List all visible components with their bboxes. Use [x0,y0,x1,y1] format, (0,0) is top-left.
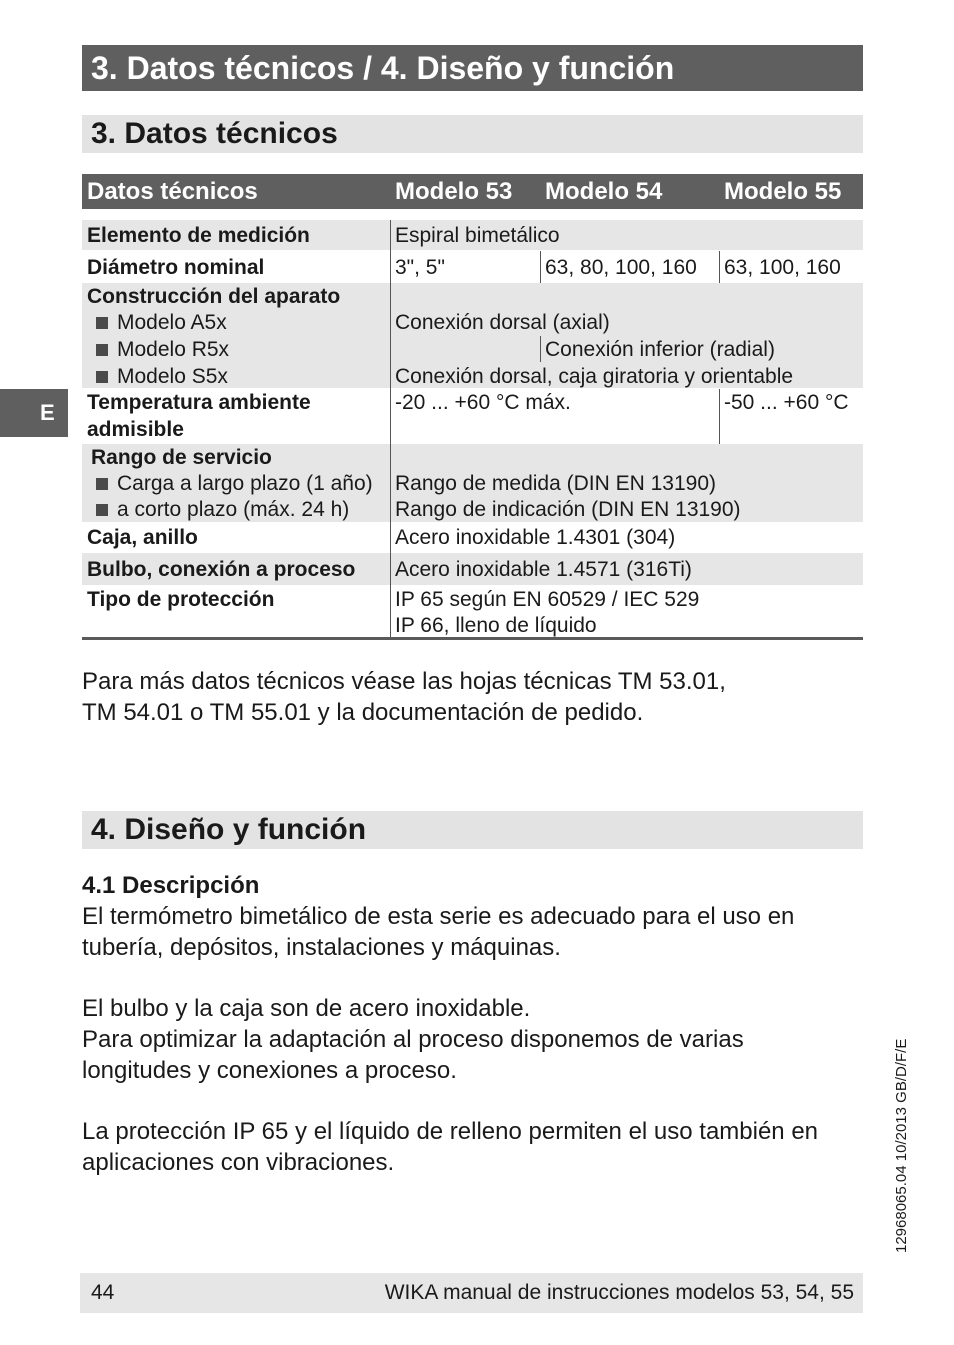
table-row-elemento [82,220,863,250]
label-temperatura-1: Temperatura ambiente [87,391,311,414]
table-row-rango [82,444,863,522]
column-divider [719,251,720,283]
label-proteccion: Tipo de protección [87,588,275,611]
header-datos-tecnicos: Datos técnicos [87,178,258,205]
header-modelo-53: Modelo 53 [395,178,513,205]
item-r5x [96,336,229,363]
item-largo-plazo [96,470,373,497]
footer-title: WIKA manual de instrucciones modelos 53, 54, 55 [384,1281,854,1304]
label-temperatura-2: admisible [87,418,184,441]
value-a5x: Conexión dorsal (axial) [395,311,610,334]
label-bulbo: Bulbo, conexión a proceso [87,558,356,581]
table-row-caja [82,522,863,553]
label-caja: Caja, anillo [87,526,198,549]
descripcion-p2-line2: Para optimizar la adaptación al proceso disponemos de varias [82,1026,744,1053]
header-modelo-55: Modelo 55 [724,178,842,205]
value-r5x: Conexión inferior (radial) [545,338,775,361]
descripcion-p1-line2: tubería, depósitos, instalaciones y máquinas. [82,934,561,961]
value-diametro-53: 3", 5" [395,256,445,279]
descripcion-p2-line1: El bulbo y la caja son de acero inoxidable. [82,995,531,1022]
section-3-title: 3. Datos técnicos [82,115,863,153]
page-number: 44 [91,1281,115,1304]
column-divider [540,251,541,283]
value-diametro-54: 63, 80, 100, 160 [545,256,697,279]
table-bottom-rule [82,637,863,640]
section-4-title: 4. Diseño y función [82,811,863,849]
label-elemento: Elemento de medición [87,224,310,247]
column-divider [719,389,720,444]
bullet-icon [96,371,108,383]
table-header [82,174,863,209]
bullet-icon [96,478,108,490]
value-bulbo: Acero inoxidable 1.4571 (316Ti) [395,558,692,581]
table-row-proteccion [82,585,863,637]
value-caja: Acero inoxidable 1.4301 (304) [395,526,676,549]
value-corto-plazo: Rango de indicación (DIN EN 13190) [395,498,741,521]
item-a5x-label: Modelo A5x [117,311,227,334]
label-construccion: Construcción del aparato [87,285,341,308]
table-row-construccion [82,283,863,388]
value-temperatura-53-54: -20 ... +60 °C máx. [395,391,571,414]
value-proteccion-1: IP 65 según EN 60529 / IEC 529 [395,588,700,611]
bullet-icon [96,504,108,516]
item-largo-label: Carga a largo plazo (1 año) [117,472,373,495]
table-row-bulbo [82,553,863,585]
language-tab: E [0,389,68,437]
descripcion-p3-line1: La protección IP 65 y el líquido de relleno permiten el uso también en [82,1118,819,1145]
more-info-line-1: Para más datos técnicos véase las hojas técnicas TM 53.01, [82,668,726,695]
descripcion-p1-line1: El termómetro bimetálico de esta serie es adecuado para el uso en [82,903,795,930]
descripcion-p3-line2: aplicaciones con vibraciones. [82,1149,395,1176]
value-largo-plazo: Rango de medida (DIN EN 13190) [395,472,717,495]
value-proteccion-2: IP 66, lleno de líquido [395,614,597,637]
value-temperatura-55: -50 ... +60 °C [724,391,849,414]
main-title: 3. Datos técnicos / 4. Diseño y función [82,45,863,91]
table-row-diametro [82,251,863,283]
item-a5x [96,309,227,336]
descripcion-heading: 4.1 Descripción [82,872,260,899]
descripcion-p2-line3: longitudes y conexiones a proceso. [82,1057,457,1084]
item-s5x-label: Modelo S5x [117,365,228,388]
value-diametro-55: 63, 100, 160 [724,256,841,279]
page-footer [80,1273,863,1313]
document-code: 12968065.04 10/2013 GB/D/F/E [893,1038,910,1253]
item-s5x [96,363,228,390]
bullet-icon [96,317,108,329]
column-divider [390,220,391,637]
item-corto-plazo [96,496,349,523]
bullet-icon [96,344,108,356]
label-rango: Rango de servicio [91,446,272,469]
label-diametro: Diámetro nominal [87,256,265,279]
value-elemento: Espiral bimetálico [395,224,560,247]
item-corto-label: a corto plazo (máx. 24 h) [117,498,350,521]
more-info-line-2: TM 54.01 o TM 55.01 y la documentación de pedido. [82,699,644,726]
item-r5x-label: Modelo R5x [117,338,230,361]
value-s5x: Conexión dorsal, caja giratoria y orientable [395,365,794,388]
header-modelo-54: Modelo 54 [545,178,663,205]
table-row-temperatura [82,388,863,444]
column-divider [540,336,541,362]
